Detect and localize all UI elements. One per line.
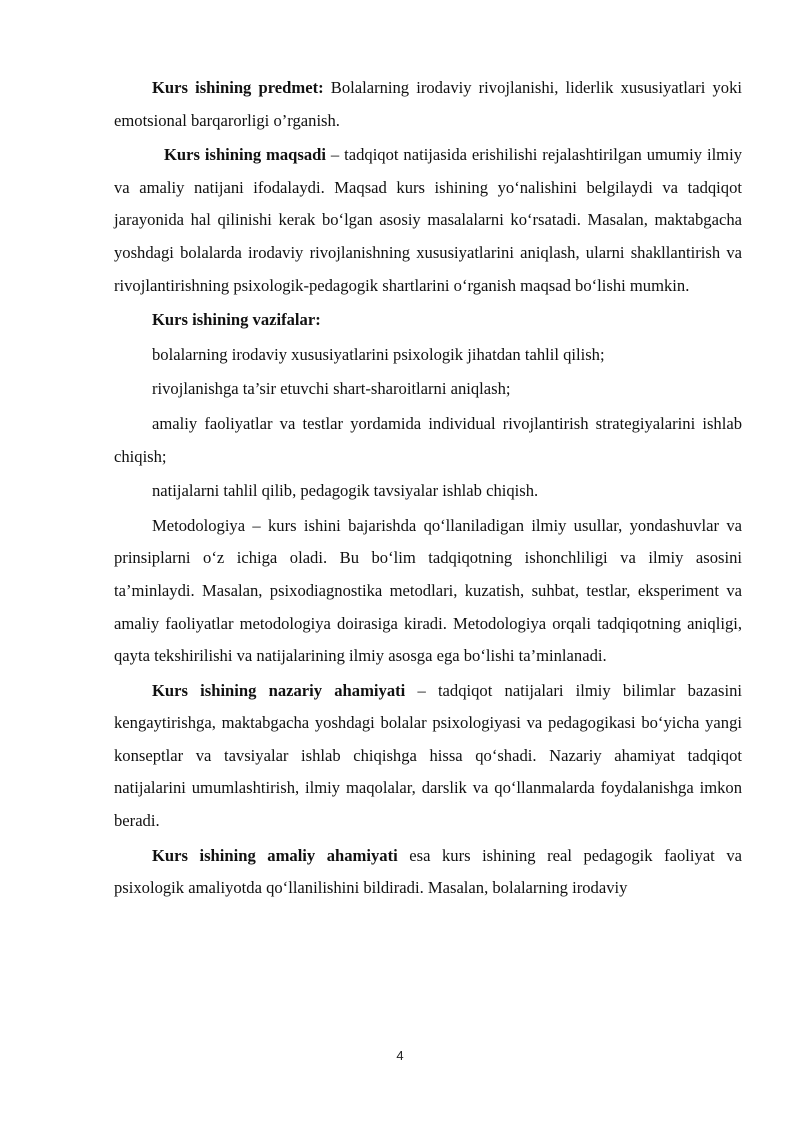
nazariy-text: – tadqiqot natijalari ilmiy bilimlar bazasini kengaytirishga, maktabgacha yoshdagi bolalar psixologiyasi va pedagogikasi bo‘yicha yangi konseptlar va tavsiyalar ishlab chiqishga hissa qo‘shadi. Nazariy ahamiyat tadqiqot natijalarini umumlashtirish, ilmiy maqolalar, darslik va qo‘llanmalarda foydalanishga imkon beradi. xyxy=(114,680,743,831)
amaliy-label: Kurs ishining amaliy ahamiyati xyxy=(152,845,398,865)
paragraph-metodologiya: Metodologiya – kurs ishini bajarishda qo‘llaniladigan ilmiy usullar, yondashuvlar va prinsiplarni o‘z ichiga oladi. Bu bo‘lim tadqiqotning ishonchliligi va ilmiy asosini ta’minlaydi. Masalan, psixodiagnostika metodlari, kuzatish, suhbat, testlar, eksperiment va amaliy faoliyatlar metodologiya doirasiga kiradi. Metodologiya orqali tadqiqotning aniqligi, qayta tekshirilishi va natijalarining ilmiy asosga ega bo‘lishi ta’minlanadi. xyxy=(114,515,742,666)
vazifalar-heading: Kurs ishining vazifalar: xyxy=(152,310,321,330)
paragraph-amaliy xyxy=(114,840,742,905)
paragraph-predmet xyxy=(114,72,742,137)
vazifa-item: amaliy faoliyatlar va testlar yordamida individual rivojlantirish strategiyalarini ishlab chiqish; xyxy=(114,413,742,466)
predmet-text: Bolalarning irodaviy rivojlanishi, liderlik xususiyatlari yoki emotsional barqarorligi o’rganish. xyxy=(114,78,743,130)
vazifa-item: rivojlanishga ta’sir etuvchi shart-sharoitlarni aniqlash; xyxy=(152,379,511,399)
maqsad-label: Kurs ishining maqsadi xyxy=(164,145,326,165)
vazifa-item: natijalarni tahlil qilib, pedagogik tavsiyalar ishlab chiqish. xyxy=(152,481,539,501)
document-page xyxy=(114,72,742,905)
vazifa-item: bolalarning irodaviy xususiyatlarini psixologik jihatdan tahlil qilish; xyxy=(152,344,605,364)
amaliy-text: esa kurs ishining real pedagogik faoliyat va psixologik amaliyotda qo‘llanilishini bildiradi. Masalan, bolalarning irodaviy xyxy=(114,845,742,898)
predmet-label: Kurs ishining predmet: xyxy=(152,78,324,97)
page-number: 4 xyxy=(396,1048,404,1063)
nazariy-label: Kurs ishining nazariy ahamiyati xyxy=(152,680,406,700)
paragraph-maqsad xyxy=(114,139,742,302)
maqsad-text: – tadqiqot natijasida erishilishi rejalashtirilgan umumiy ilmiy va amaliy natijani ifodalaydi. Maqsad kurs ishining yo‘nalishini belgilaydi va tadqiqot jarayonida hal qilinishi kerak bo‘lgan asosiy masalalarni ko‘rsatadi. Masalan, maktabgacha yoshdagi bolalarda irodaviy rivojlanishning xususiyatlarini aniqlash, ularni shakllantirish va rivojlantirishning psixologik-pedagogik shartlarini o‘rganish maqsad bo‘lishi mumkin. xyxy=(114,145,742,295)
paragraph-nazariy xyxy=(114,675,742,838)
